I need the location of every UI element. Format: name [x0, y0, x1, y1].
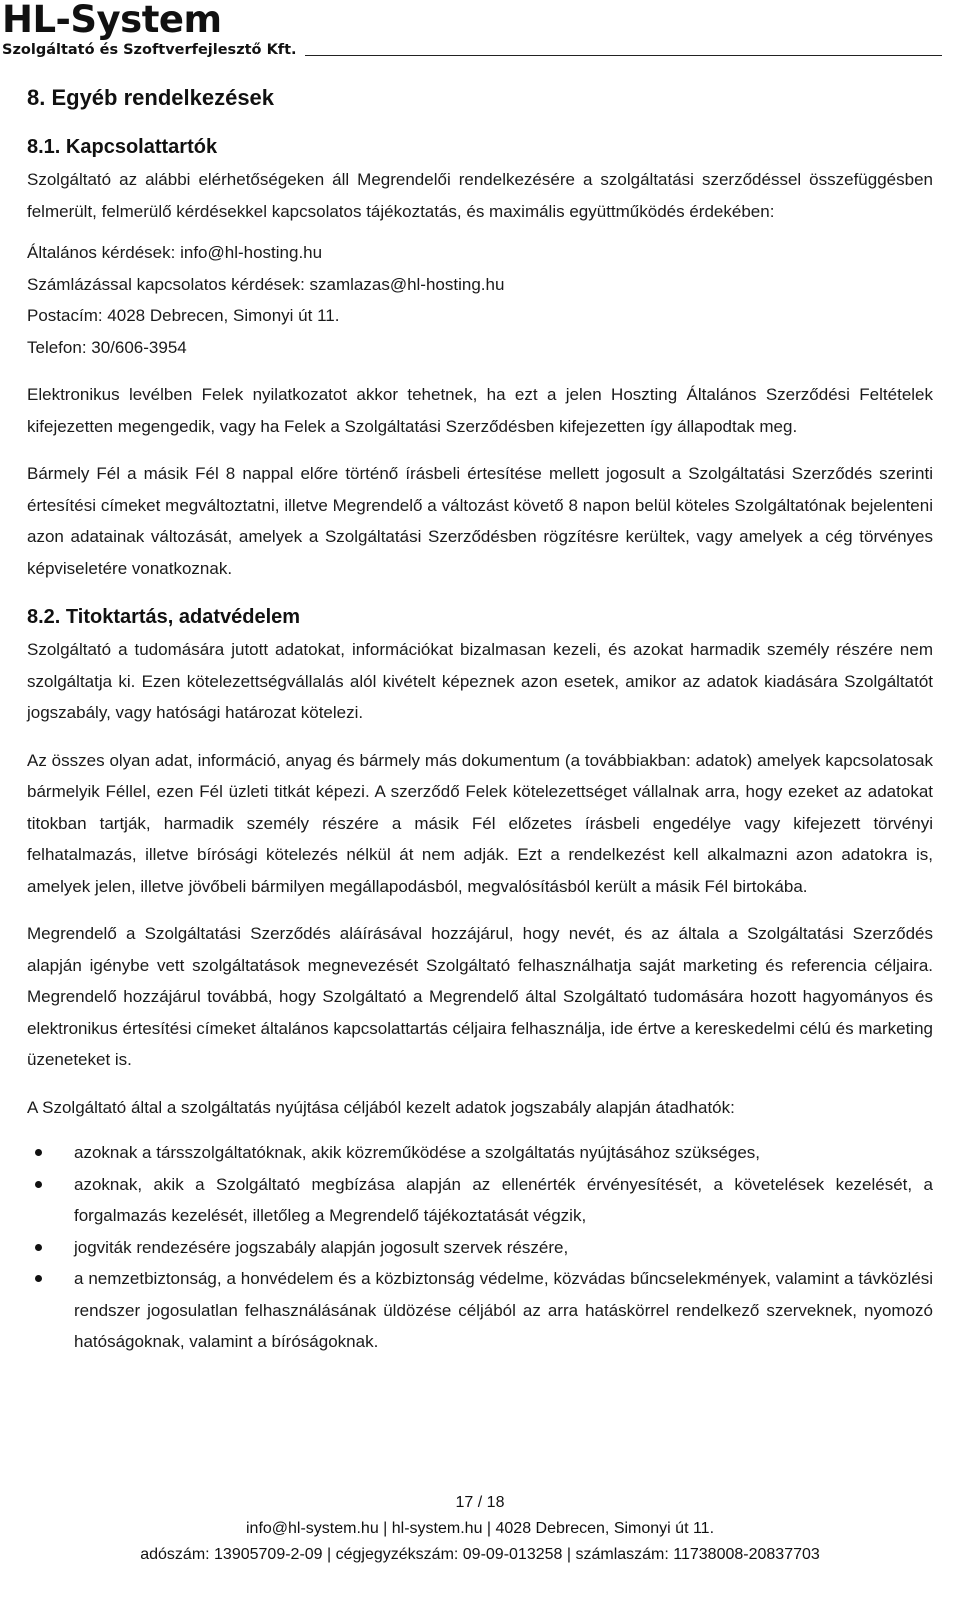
confidentiality-paragraph-2: Az összes olyan adat, információ, anyag és bármely más dokumentum (a továbbiakban: adatok) amelyek kapcsolatosak bármelyik Féllel, ezen Fél üzleti titkát képezi. A szerződő Felek kötelezettséget vállalnak arra, hogy ezeket az adatokat titokban tartják, harmadik személy részére a másik Fél előzetes írásbeli engedélye vagy kifejezett törvényi felhatalmazás, illetve bírósági kötelezés nélkül át nem adják. Ezt a rendelkezést kell alkalmazni azon adatokra is, amelyek jelen, illetve jövőbeli bármilyen megállapodásból, megvalósításból került a másik Fél birtokába. [27, 750, 933, 896]
company-logo [2, 0, 942, 58]
subsection-title-confidentiality: 8.2. Titoktartás, adatvédelem [27, 606, 301, 628]
subsection-title-contacts: 8.1. Kapcsolattartók [27, 136, 218, 158]
document-body [27, 78, 933, 1358]
list-item: azoknak a társszolgáltatóknak, akik közreműködése a szolgáltatás nyújtásához szükséges, [27, 1137, 933, 1169]
contact-phone: Telefon: 30/606-3954 [27, 337, 187, 357]
contact-list [27, 237, 933, 363]
data-transfer-list [27, 1137, 933, 1358]
logo-subtitle: Szolgáltató és Szoftverfejlesztő Kft. [2, 42, 297, 58]
header-rule [305, 55, 942, 56]
contact-postal: Postacím: 4028 Debrecen, Simonyi út 11. [27, 306, 340, 325]
contact-billing: Számlázással kapcsolatos kérdések: szamlazas@hl-hosting.hu [27, 274, 505, 294]
email-statement-paragraph: Elektronikus levélben Felek nyilatkozatot akkor tehetnek, ha ezt a jelen Hoszting Általános Szerződési Feltételek kifejezetten megengedik, vagy ha Felek a Szolgáltatási Szerződésben kifejezetten így állapodtak meg. [27, 385, 933, 436]
contact-general: Általános kérdések: info@hl-hosting.hu [27, 243, 323, 262]
footer-contact-line: info@hl-system.hu | hl-system.hu | 4028 Debrecen, Simonyi út 11. [245, 1520, 715, 1537]
contacts-intro-paragraph: Szolgáltató az alábbi elérhetőségeken áll Megrendelői rendelkezésére a szolgáltatási szerződéssel összefüggésben felmerült, felmerülő kérdésekkel kapcsolatos tájékoztatás, és maximális együttműködés érdekében: [27, 170, 933, 221]
page-footer [0, 1490, 960, 1568]
footer-registration-line: adószám: 13905709-2-09 | cégjegyzékszám: 09-09-013258 | számlaszám: 11738008-20837703 [140, 1546, 820, 1563]
confidentiality-paragraph-1: Szolgáltató a tudomására jutott adatokat, információkat bizalmasan kezeli, és azokat harmadik személy részére nem szolgáltatja ki. Ezen kötelezettségvállalás alól kivételt képeznek azon esetek, amikor az adatok kiadására Szolgáltatót jogszabály, vagy hatósági határozat kötelezi. [27, 640, 933, 722]
address-change-paragraph: Bármely Fél a másik Fél 8 nappal előre történő írásbeli értesítése mellett jogosult a Szolgáltatási Szerződés szerinti értesítési címeket megváltoztatni, illetve Megrendelő a változást követő 8 napon belül köteles Szolgáltatónak bejelenteni azon adatainak változását, amelyek a Szolgáltatási Szerződésben rögzítésre kerültek, vagy amelyek a cég törvényes képviseletére vonatkoznak. [27, 464, 933, 578]
list-item: jogviták rendezésére jogszabály alapján jogosult szervek részére, [27, 1232, 933, 1264]
logo-title: HL-System [2, 0, 222, 41]
page-number: 17 / 18 [455, 1494, 505, 1511]
logo-subtitle-row [2, 42, 942, 58]
list-item: azoknak, akik a Szolgáltató megbízása alapján az ellenérték érvényesítését, a követelések kezelését, a forgalmazás kezelését, illetőleg a Megrendelő tájékoztatását végzik, [27, 1169, 933, 1232]
confidentiality-paragraph-4: A Szolgáltató által a szolgáltatás nyújtása céljából kezelt adatok jogszabály alapján átadhatók: [27, 1097, 735, 1117]
section-title: 8. Egyéb rendelkezések [27, 85, 275, 110]
confidentiality-paragraph-3: Megrendelő a Szolgáltatási Szerződés aláírásával hozzájárul, hogy nevét, és az általa a Szolgáltatási Szerződés alapján igénybe vett szolgáltatások megnevezését Szolgáltató felhasználhatja saját marketing és referencia céljaira. Megrendelő hozzájárul továbbá, hogy Szolgáltató a Megrendelő által Szolgáltató tudomására hozott hagyományos és elektronikus értesítési címeket általános kapcsolattartás céljaira felhasználja, ide értve a kereskedelmi célú és marketing üzeneteket is. [27, 924, 933, 1069]
list-item: a nemzetbiztonság, a honvédelem és a közbiztonság védelme, közvádas bűncselekmények, valamint a távközlési rendszer jogosulatlan felhasználásának üldözése céljából az arra hatáskörrel rendelkező szerveknek, nyomozó hatóságoknak, valamint a bíróságoknak. [27, 1263, 933, 1358]
